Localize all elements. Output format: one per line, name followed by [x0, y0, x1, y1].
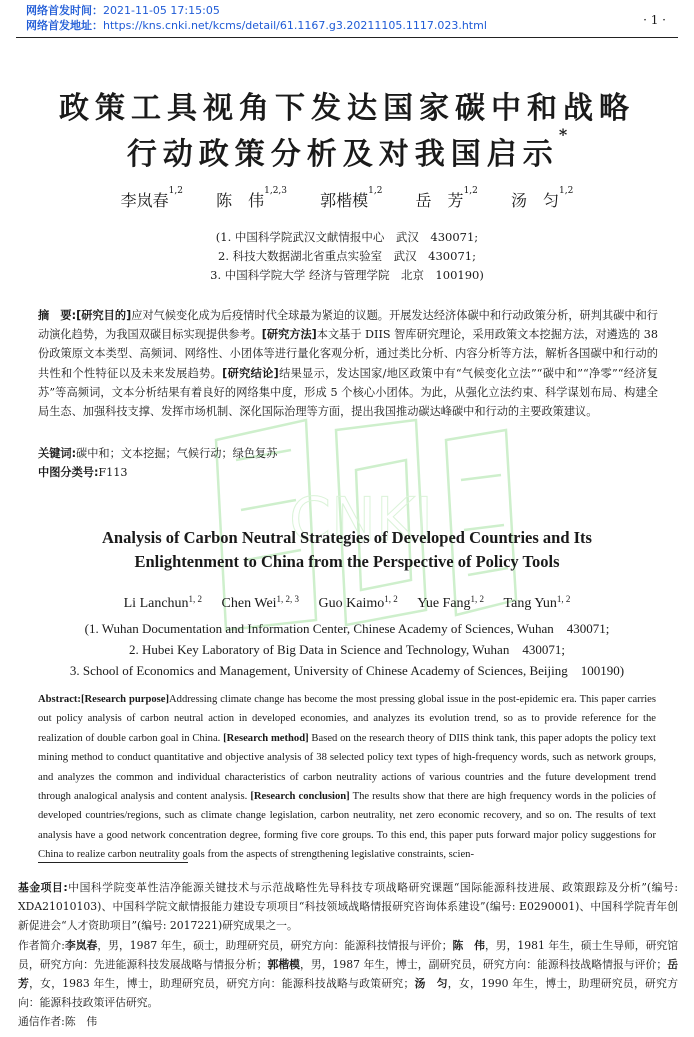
- author-en: Li Lanchun$^{1, 2}$: [123, 594, 203, 611]
- author-en: Guo Kaimo$^{1, 2}$: [318, 594, 398, 611]
- bio-name: 李岚春: [64, 938, 98, 952]
- footnote-rule: [38, 862, 188, 863]
- author-en: Tang Yun$^{1, 2}$: [503, 594, 571, 611]
- affiliations-cn: [0, 228, 694, 285]
- bio-text: ，女，1990 年生，博士，助理研究员，研究方向：能源科技政策评估研究。: [18, 977, 678, 1010]
- abstract-en-purpose: Addressing climate change has become the most pressing global issue in the post-epidemic era. This paper carries out policy analysis of carbon neutral action in developed economies, and analyzes its evolution trend, so as to provide reference for the realization of double carbon goal in China.: [38, 694, 657, 744]
- footnote: [18, 878, 689, 1032]
- affiliation-en: 3. School of Economics and Management, University of Chinese Academy of Sciences, Beijing 100190): [69, 663, 625, 678]
- classification-label: 中图分类号:: [38, 466, 99, 479]
- title-cn-line2: [0, 125, 694, 173]
- bio-name: 岳 芳: [18, 957, 689, 991]
- abstract-en-purpose-tag: [Research purpose]: [80, 694, 170, 705]
- publication-info: [26, 3, 487, 33]
- author-cn: 岳 芳$^{1,2}$: [415, 186, 478, 210]
- bio-text: ，男，1981 年生，硕士生导师，研究馆员，研究方向：先进能源科技发展战略与情报分析；: [18, 938, 679, 971]
- author-bios: [18, 936, 689, 1013]
- title-cn-line2-text: 行动政策分析及对我国启示: [126, 137, 559, 172]
- abstract-en-conclusion: The results show that there are high frequency words in the policies of developed countries/regions, such as climate change legislation, carbon neutrality, net zero economic recovery, and so on. The results of text analysis have a good network concentration degree, forming five core groups. To this end, this paper puts forward major policy suggestions for China to realize carbon neutrality goals from the aspects of strengthening legislative constraints, scien-: [38, 791, 656, 861]
- author-cn: 郭楷模$^{1,2}$: [320, 186, 383, 210]
- abstract-cn-purpose: 应对气候变化成为后疫情时代全球最为紧迫的议题。开展发达经济体碳中和行动政策分析，研判其碳中和行动演化趋势，为我国双碳目标实现提供参考。: [38, 309, 658, 342]
- bio-name: 郭楷模: [267, 957, 301, 971]
- authors-cn: [0, 188, 694, 211]
- fund-text: 中国科学院变革性洁净能源关键技术与示范战略性先导科技专项战略研究课题“国际能源科技进展、政策跟踪及分析”(编号: XDA21010103)、中国科学院文献情报能力建设专项项目“科技领域战略情报研究咨询体系建设”(编号: E0290001)、中国科学院青年创新促进会“人才资助项目”(编号: 2017221)研究成果之一。: [18, 881, 678, 933]
- page-number: · 1 ·: [643, 13, 666, 27]
- abstract-cn-method: 本文基于 DIIS 智库研究理论，采用政策文本挖掘方法，对遴选的 38 份政策原文本类型、高频词、网络性、小团体等进行量化客观分析，通过类比分析、内容分析等方法，解析各国碳中和行动的共性和个性特征以及未来发展趋势。: [38, 328, 659, 380]
- authors-en: [0, 596, 694, 612]
- pub-url-link[interactable]: https://kns.cnki.net/kcms/detail/61.1167.g3.20211105.1117.023.html: [103, 19, 487, 32]
- corresp-name: 陈 伟: [64, 1015, 98, 1029]
- fund-label: 基金项目:: [18, 881, 68, 894]
- affiliation-cn: 2. 科技大数据湖北省重点实验室 武汉 430071;: [218, 249, 476, 263]
- bio-text: ，男，1987 年生，硕士，助理研究员，研究方向：能源科技情报与评价；: [97, 938, 453, 952]
- title-cn-line1: 政策工具视角下发达国家碳中和战略: [59, 91, 635, 126]
- affiliation-en: 2. Hubei Key Laboratory of Big Data in Science and Technology, Wuhan 430071;: [129, 642, 565, 657]
- corresponding-author: [18, 1012, 678, 1031]
- abstract-cn: [38, 306, 658, 421]
- author-en: Chen Wei$^{1, 2, 3}$: [221, 594, 300, 611]
- abstract-en-label: Abstract:: [38, 694, 81, 705]
- classification-cn: [38, 463, 658, 482]
- affiliation-en: (1. Wuhan Documentation and Information Center, Chinese Academy of Sciences, Wuhan 430071;: [84, 621, 610, 636]
- pub-time-label: 网络首发时间：: [26, 4, 103, 17]
- abstract-en-method-tag: [Research method]: [223, 732, 309, 744]
- abstract-cn-purpose-tag: [研究目的]: [76, 309, 132, 322]
- title-en-line2: Enlightenment to China from the Perspective of Policy Tools: [134, 552, 560, 571]
- pub-time: 2021-11-05 17:15:05: [103, 4, 220, 17]
- bio-name: 汤 匀: [414, 977, 448, 991]
- title-footnote-mark: *: [558, 125, 568, 144]
- abstract-en-method: Based on the research theory of DIIS think tank, this paper adopts the policy text mining method to conduct quantitative and objective analysis of 38 selected policy text types of high-frequency words, such as network groups, and analyzes the common and individual characteristics of carbon neutrality actions of various countries and the future development trend through analogical analysis and content analysis.: [38, 732, 656, 803]
- author-cn: 汤 匀$^{1,2}$: [510, 186, 574, 210]
- abstract-cn-conclusion: 结果显示，发达国家/地区政策中有“气候变化立法”“碳中和”“净零”“经济复苏”等高频词，文本分析结果有着良好的网络集中度，形成 5 个核心小团体。为此，从强化立法约束、科学谋划布局、构建全局生态、加强科技支撑、发挥市场机制、深化国际治理等方面，提出我国推动碳达峰碳中和行动的主要政策建议。: [38, 366, 658, 419]
- abstract-cn-label: 摘 要:: [38, 309, 77, 322]
- affiliations-en: [0, 618, 694, 681]
- abstract-cn-conclusion-tag: [研究结论]: [222, 366, 279, 380]
- watermark-text: CNKI: [289, 485, 433, 555]
- title-en-line1: Analysis of Carbon Neutral Strategies of Developed Countries and Its: [102, 528, 592, 547]
- bio-text: ，女，1983 年生，博士，助理研究员，研究方向：能源科技战略与政策研究；: [29, 977, 415, 991]
- author-cn: 陈 伟$^{1,2,3}$: [216, 186, 288, 210]
- fund-info: [18, 878, 678, 936]
- header-rule: [16, 37, 678, 38]
- classification-value: F113: [98, 466, 128, 479]
- abstract-en: [38, 690, 656, 865]
- pub-url-label: 网络首发地址：: [26, 19, 103, 32]
- bio-text: ，男，1987 年生，博士，副研究员，研究方向：能源科技战略情报与评价；: [300, 957, 668, 971]
- abstract-cn-method-tag: [研究方法]: [261, 328, 317, 342]
- author-en: Yue Fang$^{1, 2}$: [417, 594, 485, 611]
- keywords-cn-value: 碳中和；文本挖掘；气候行动；绿色复苏: [76, 447, 278, 460]
- author-cn: 李岚春$^{1,2}$: [120, 186, 183, 210]
- bio-name: 陈 伟: [452, 938, 485, 952]
- affiliation-cn: 3. 中国科学院大学 经济与管理学院 北京 100190): [210, 268, 484, 282]
- keywords-cn-label: 关键词:: [38, 447, 77, 460]
- abstract-en-conclusion-tag: [Research conclusion]: [250, 791, 350, 803]
- keywords-cn: [38, 444, 658, 463]
- author-bios-label: 作者简介:: [18, 938, 65, 952]
- corresp-label: 通信作者:: [18, 1015, 65, 1029]
- affiliation-cn: (1. 中国科学院武汉文献情报中心 武汉 430071;: [215, 230, 479, 244]
